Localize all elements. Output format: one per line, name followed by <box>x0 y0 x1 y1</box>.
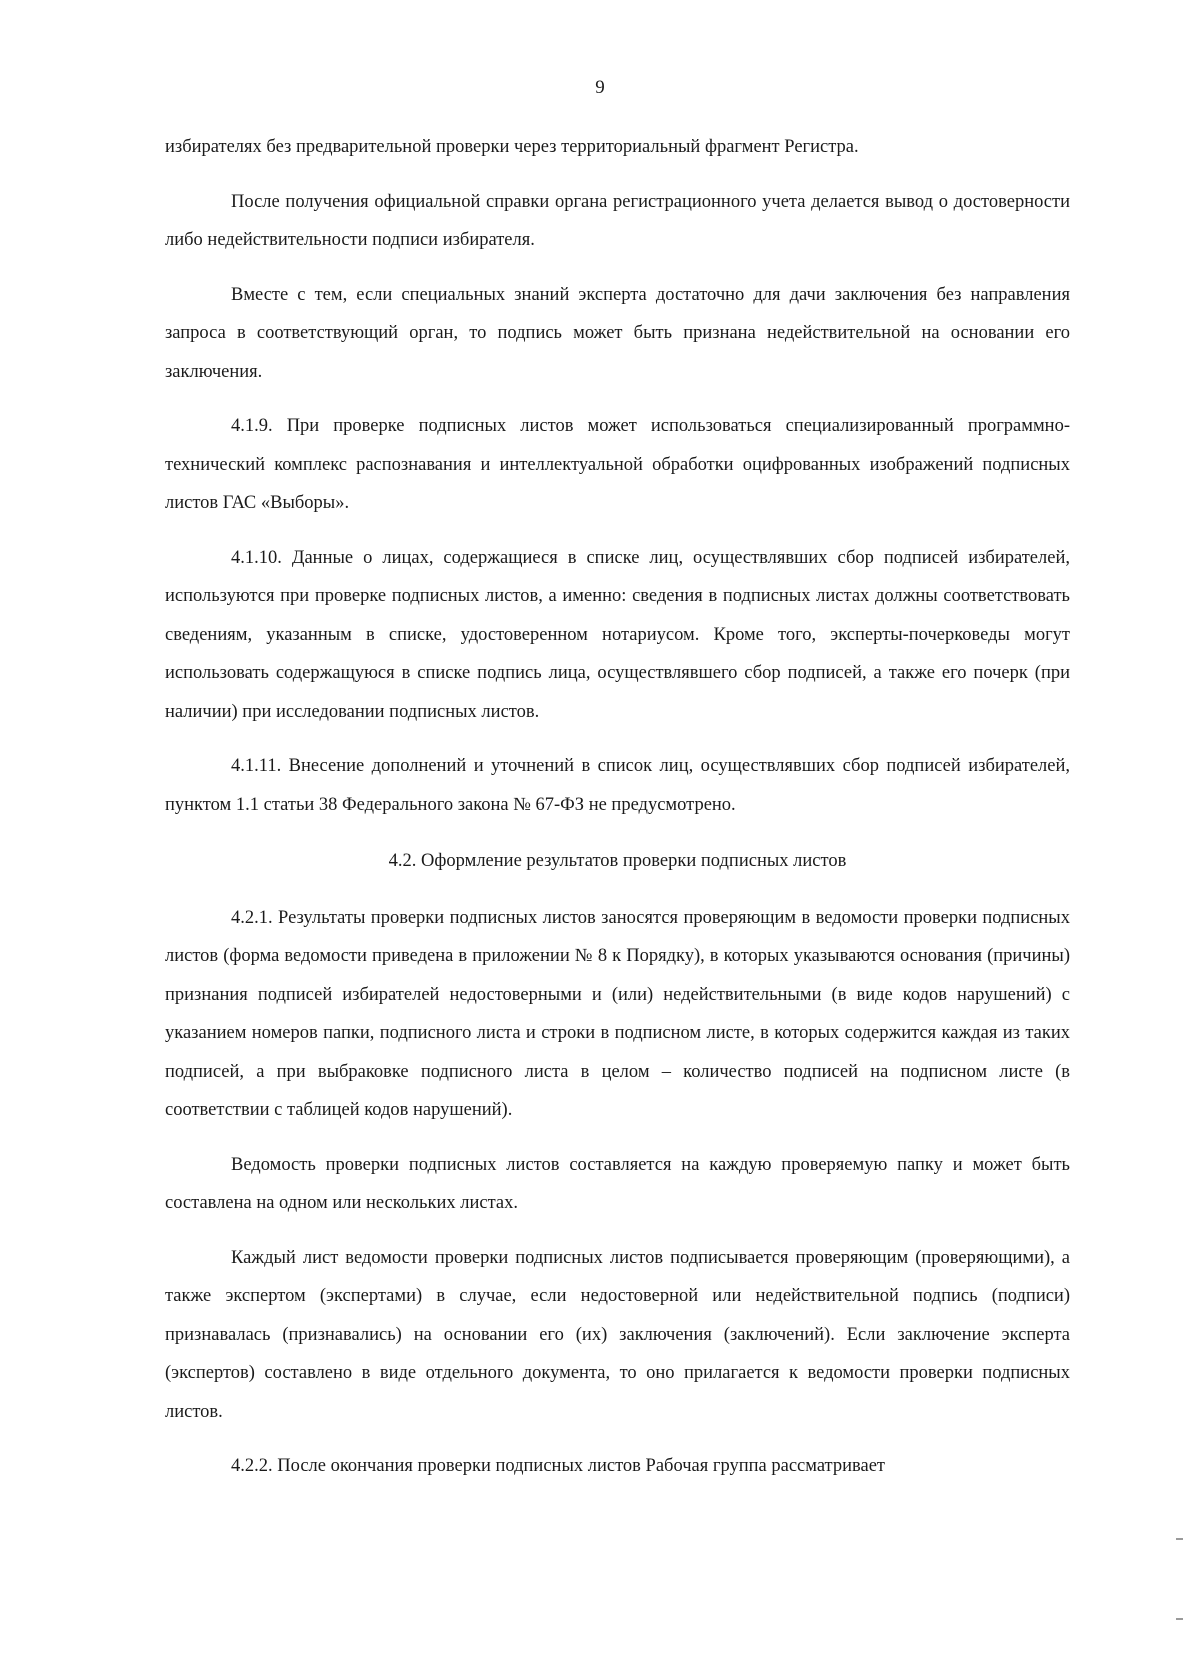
scan-edge-mark <box>1176 1538 1183 1540</box>
paragraph-4-2-2: 4.2.2. После окончания проверки подписных листов Рабочая группа рассматривает <box>231 1456 886 1476</box>
paragraph-statement-signing: Каждый лист ведомости проверки подписных листов подписывается проверяющим (проверяющими), а также экспертом (экспертами) в случае, если недостоверной или недействительной подпись (подписи) признавалась (признавались) на основании его (их) заключения (заключений). Если заключение эксперта (экспертов) составлено в виде отдельного документа, то оно прилагается к ведомости проверки подписных листов. <box>165 1247 1070 1422</box>
document-body <box>165 128 1070 1486</box>
paragraph-4-1-9: 4.1.9. При проверке подписных листов может использоваться специализированный программно-технический комплекс распознавания и интеллектуальной обработки оцифрованных изображений подписных листов ГАС «Выборы». <box>165 416 1070 513</box>
paragraph-statement-per-folder: Ведомость проверки подписных листов составляется на каждую проверяемую папку и может быть составлена на одном или нескольких листах. <box>165 1154 1070 1213</box>
paragraph-continuation: избирателях без предварительной проверки через территориальный фрагмент Регистра. <box>165 137 859 157</box>
paragraph-registration-certificate: После получения официальной справки органа регистрационного учета делается вывод о достоверности либо недействительности подписи избирателя. <box>165 191 1070 250</box>
paragraph-4-1-10: 4.1.10. Данные о лицах, содержащиеся в списке лиц, осуществлявших сбор подписей избирателей, используются при проверке подписных листов, а именно: сведения в подписных листах должны соответствовать сведениям, указанным в списке, удостоверенном нотариусом. Кроме того, эксперты-почерковеды могут использовать содержащуюся в списке подпись лица, осуществлявшего сбор подписей, а также его почерк (при наличии) при исследовании подписных листов. <box>165 547 1070 722</box>
paragraph-4-1-11: 4.1.11. Внесение дополнений и уточнений в список лиц, осуществлявших сбор подписей избирателей, пунктом 1.1 статьи 38 Федерального закона № 67-ФЗ не предусмотрено. <box>165 756 1070 815</box>
scan-edge-mark <box>1176 1618 1183 1620</box>
paragraph-4-2-1: 4.2.1. Результаты проверки подписных листов заносятся проверяющим в ведомости проверки подписных листов (форма ведомости приведена в приложении № 8 к Порядку), в которых указываются основания (причины) признания подписей избирателей недостоверными и (или) недействительными (в виде кодов нарушений) с указанием номеров папки, подписного листа и строки в подписном листе, в которых содержится каждая из таких подписей, а при выбраковке подписного листа в целом – количество подписей на подписном листе (в соответствии с таблицей кодов нарушений). <box>165 907 1070 1120</box>
page-number: 9 <box>595 77 605 98</box>
section-heading-4-2: 4.2. Оформление результатов проверки подписных листов <box>388 851 847 871</box>
paragraph-expert-knowledge: Вместе с тем, если специальных знаний эксперта достаточно для дачи заключения без направления запроса в соответствующий орган, то подпись может быть признана недействительной на основании его заключения. <box>165 284 1070 382</box>
